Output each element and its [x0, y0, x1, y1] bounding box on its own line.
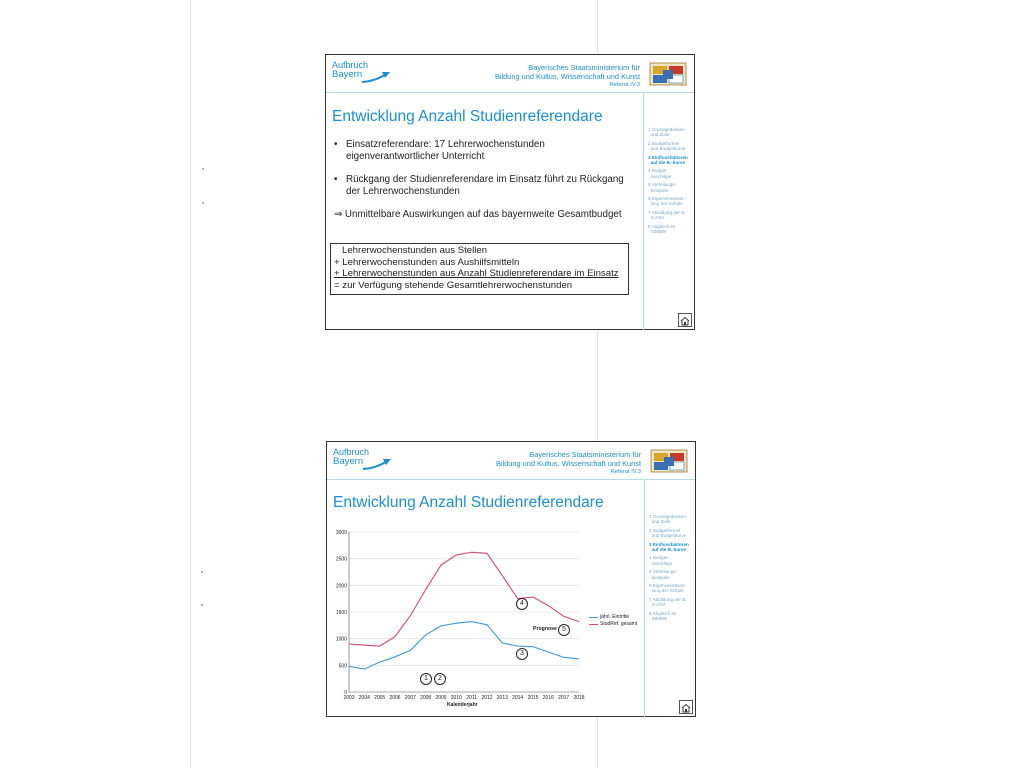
logo-text-line2: Bayern [332, 69, 363, 80]
slide-header [326, 55, 694, 92]
y-tick-label: 1500 [335, 610, 347, 616]
bullet-item [334, 139, 634, 162]
legend-swatch [589, 617, 598, 618]
nav-item-7[interactable]: 7 Abbildung der B. in ASV [649, 596, 687, 608]
bullet-icon: • [334, 139, 338, 150]
sidebar-divider [643, 93, 644, 330]
x-axis-title: Kalenderjahr [447, 702, 478, 708]
scan-edge-left [190, 0, 191, 768]
y-tick-label: 2000 [335, 583, 347, 590]
nav-item-2[interactable]: 2 Budgetformel und Budgetkurve [648, 140, 686, 152]
budget-line: + Lehrerwochenstunden aus Aushilfsmitteln [334, 256, 520, 268]
conclusion-text: ⇒ Unmittelbare Auswirkungen auf das bayernweite Gesamtbudget [334, 209, 622, 220]
bullet-list [334, 139, 634, 221]
x-tick-label: 2003 [343, 695, 355, 701]
y-tick-label: 0 [344, 690, 347, 696]
scan-speck [202, 168, 204, 170]
bullet-text: der Lehrerwochenstunden [346, 185, 460, 197]
slide-2 [326, 441, 696, 717]
slide-title: Entwicklung Anzahl Studienreferendare [332, 108, 603, 125]
legend-label: StudRef. gesamt [600, 621, 638, 627]
budget-line: Lehrerwochenstunden aus Stellen [334, 245, 488, 256]
series-line-2 [349, 552, 579, 646]
sidebar-divider [644, 480, 645, 717]
budget-line: + Lehrerwochenstunden aus Anzahl Studienreferendare im Einsatz [334, 268, 619, 280]
x-tick-label: 2013 [496, 695, 508, 701]
nav-item-1[interactable]: 1 Grundgedanken und Ziele [649, 514, 686, 525]
header-divider [327, 479, 695, 480]
x-tick-label: 2011 [466, 695, 478, 701]
legend-label: jährl. Eintritte [600, 614, 630, 620]
bavarian-crest-icon [649, 448, 689, 474]
x-tick-label: 2009 [435, 695, 447, 701]
logo-swoosh-icon [333, 456, 393, 474]
nav-item-1[interactable]: 1 Grundgedanken und Ziele [648, 127, 685, 138]
slide-header [327, 442, 695, 479]
nav-item-3[interactable]: 3 Einflussfaktoren auf die B.-kurve [648, 154, 688, 166]
ministry-line1: Bayerisches Staatsministerium für [529, 450, 641, 459]
logo-text-line2: Bayern [333, 456, 364, 467]
annotation-marker-2: 2 [434, 673, 446, 685]
nav-item-4[interactable]: 4 Budget- zuschläge [649, 555, 673, 566]
x-tick-label: 2016 [542, 695, 554, 701]
bullet-item [334, 174, 634, 197]
budget-formula-box [330, 243, 629, 295]
referat-label: Referat IV.3 [610, 469, 641, 476]
referat-label: Referat IV.3 [609, 82, 640, 89]
ministry-line1: Bayerisches Staatsministerium für [528, 63, 640, 72]
annotation-marker-5: 5 [558, 624, 570, 636]
x-tick-label: 2004 [358, 695, 370, 701]
annotation-marker-4: 4 [516, 598, 528, 610]
nav-item-6[interactable]: 6 Eigenverantwor- tung der Schule [648, 196, 686, 207]
aufbruch-bayern-logo [332, 59, 392, 87]
x-tick-label: 2014 [512, 695, 524, 701]
logo-text-line1: Aufbruch [333, 447, 370, 457]
annotation-marker-1: 1 [420, 673, 432, 685]
ministry-line2: Bildung und Kultus, Wissenschaft und Kunst [495, 458, 641, 468]
scan-speck [201, 604, 203, 606]
nav-item-6[interactable]: 6 Eigenverantwor- tung der Schule [649, 583, 687, 594]
ministry-name [450, 64, 640, 90]
ministry-name [451, 451, 641, 477]
chart-legend [589, 614, 637, 628]
bullet-text: Einsatzreferendare: 17 Lehrerwochenstunden [346, 139, 545, 150]
scan-speck [201, 571, 203, 573]
aufbruch-bayern-logo [333, 446, 393, 474]
y-tick-label: 1000 [335, 636, 347, 643]
x-tick-label: 2018 [573, 695, 585, 701]
line-chart [329, 522, 629, 707]
nav-item-4[interactable]: 4 Budget- zuschläge [648, 168, 672, 179]
x-tick-label: 2012 [481, 695, 493, 701]
home-button[interactable] [678, 313, 692, 327]
nav-item-5[interactable]: 5 Verteilungs- beispiele [648, 182, 677, 193]
slide-1 [325, 54, 695, 330]
slide-navigation [646, 127, 694, 238]
nav-item-7[interactable]: 7 Abbildung der B. in ASV [648, 209, 686, 221]
x-tick-label: 2005 [374, 695, 386, 701]
nav-item-5[interactable]: 5 Verteilungs- beispiele [649, 569, 678, 580]
scan-speck [202, 202, 204, 204]
legend-swatch [589, 624, 598, 625]
x-tick-label: 2006 [389, 695, 401, 701]
nav-item-2[interactable]: 2 Budgetformel und Budgetkurve [649, 527, 687, 539]
logo-text-line1: Aufbruch [332, 60, 369, 70]
slide-navigation [647, 514, 695, 625]
x-tick-label: 2010 [450, 695, 462, 701]
ministry-line2: Bildung und Kultus, Wissenschaft und Kunst [494, 71, 640, 81]
legend-item [589, 614, 637, 621]
prognose-label: Prognose [533, 626, 557, 632]
annotation-marker-3: 3 [516, 648, 528, 660]
slide-title: Entwicklung Anzahl Studienreferendare [333, 494, 604, 511]
logo-swoosh-icon [332, 69, 392, 87]
x-tick-label: 2015 [527, 695, 539, 701]
x-tick-label: 2007 [404, 695, 416, 701]
bullet-icon: • [334, 174, 338, 185]
header-divider [326, 92, 694, 93]
bullet-text: eigenverantwortlicher Unterricht [346, 150, 485, 162]
y-tick-label: 500 [338, 663, 347, 670]
bavarian-crest-icon [648, 61, 688, 87]
y-tick-label: 2500 [335, 556, 347, 563]
x-tick-label: 2017 [558, 695, 570, 701]
budget-line: = zur Verfügung stehende Gesamtlehrerwochenstunden [334, 279, 573, 291]
home-icon [680, 702, 692, 714]
x-tick-label: 2008 [420, 695, 432, 701]
home-icon [679, 315, 691, 327]
nav-item-3[interactable]: 3 Einflussfaktoren auf die B.-kurve [649, 541, 689, 553]
y-tick-label: 3000 [335, 530, 347, 536]
nav-item-8[interactable]: 8 Abgleich im StMBW [649, 610, 677, 622]
home-button[interactable] [679, 700, 693, 714]
legend-item [589, 621, 637, 628]
nav-item-8[interactable]: 8 Abgleich im StMBW [648, 223, 676, 235]
bullet-text: Rückgang der Studienreferendare im Einsatz führt zu Rückgang [346, 174, 624, 185]
